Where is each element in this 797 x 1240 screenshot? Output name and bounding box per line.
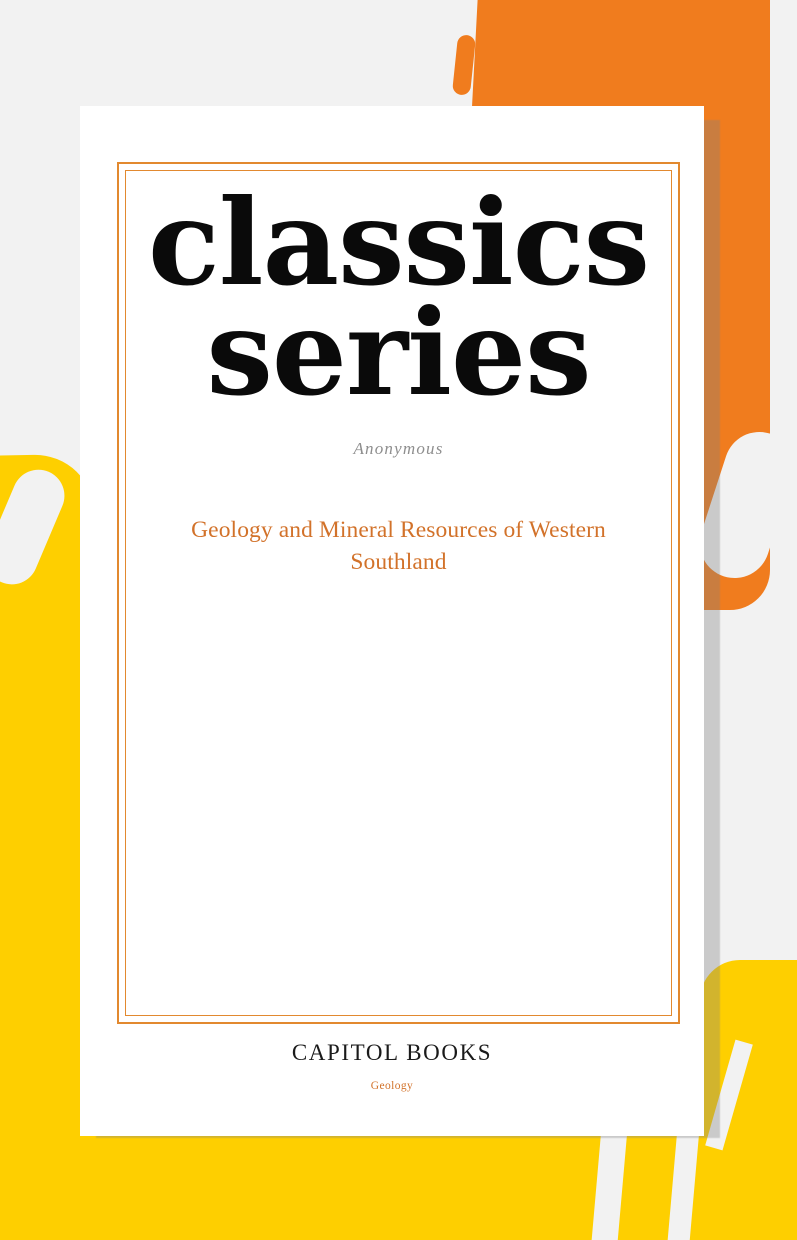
author-name: Anonymous [353, 438, 444, 458]
category-label: Geology [370, 1080, 414, 1092]
book-title: Geology and Mineral Resources of Western Southland [191, 516, 606, 575]
publisher-name: CAPITOL BOOKS [291, 1040, 493, 1065]
cover-border-frame [117, 162, 680, 1024]
title-block [119, 173, 678, 578]
book-cover [80, 106, 704, 1136]
series-title [119, 173, 678, 423]
cover-footer [80, 1040, 704, 1092]
series-title-line-2: series [206, 283, 591, 423]
series-title-line-1: classics [147, 173, 650, 312]
